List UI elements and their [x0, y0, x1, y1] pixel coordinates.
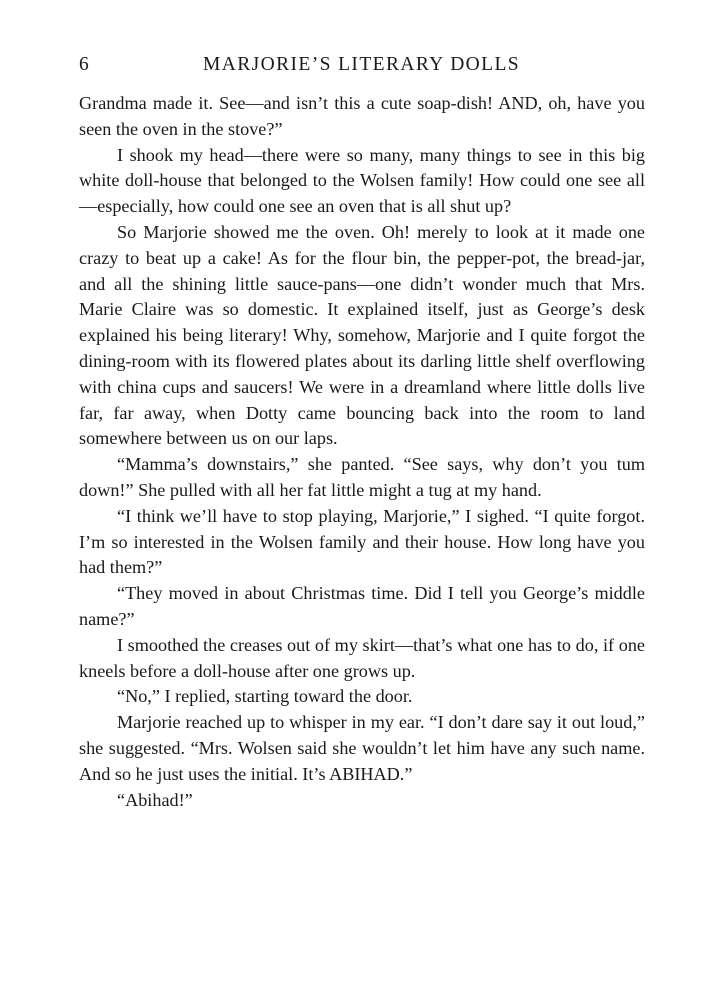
paragraph: “I think we’ll have to stop playing, Marjorie,” I sighed. “I quite forgot. I’m so interested in the Wolsen family and their house. How long have you had them?” — [79, 505, 645, 578]
body-text — [79, 91, 645, 813]
paragraph: So Marjorie showed me the oven. Oh! merely to look at it made one crazy to beat up a cake! As for the flour bin, the pepper-pot, the bread-jar, and all the shining little sauce-pans—one didn’t wonder much that Mrs. Marie Claire was so domestic. It explained itself, just as George’s desk explained his being literary! Why, somehow, Marjorie and I quite forgot the dining-room with its flowered plates about its darling little shelf overflowing with china cups and saucers! We were in a dreamland where little dolls live far, far away, when Dotty came bouncing back into the room to land somewhere between us on our laps. — [79, 221, 645, 449]
paragraph: I smoothed the creases out of my skirt—that’s what one has to do, if one kneels before a doll-house after one grows up. — [79, 634, 645, 681]
paragraph: Grandma made it. See—and isn’t this a cute soap-dish! AND, oh, have you seen the oven in the stove?” — [79, 93, 645, 139]
running-title: MARJORIE’S LITERARY DOLLS — [203, 54, 521, 75]
page-number: 6 — [79, 54, 91, 75]
paragraph: Marjorie reached up to whisper in my ear. “I don’t dare say it out loud,” she suggested. “Mrs. Wolsen said she wouldn’t let him have any such name. And so he just uses the initial. It’s ABIHAD.” — [79, 712, 645, 784]
paragraph: “No,” I replied, starting toward the door. — [117, 686, 413, 707]
paragraph: “They moved in about Christmas time. Did I tell you George’s middle name?” — [79, 583, 645, 629]
paragraph: “Mamma’s downstairs,” she panted. “See says, why don’t you tum down!” She pulled with all her fat little might a tug at my hand. — [79, 454, 645, 500]
paragraph: “Abihad!” — [117, 789, 193, 810]
running-head — [79, 54, 645, 82]
paragraph: I shook my head—there were so many, many things to see in this big white doll-house that belonged to the Wolsen family! How could one see all—especially, how could one see an oven that is all shut up? — [79, 144, 645, 217]
